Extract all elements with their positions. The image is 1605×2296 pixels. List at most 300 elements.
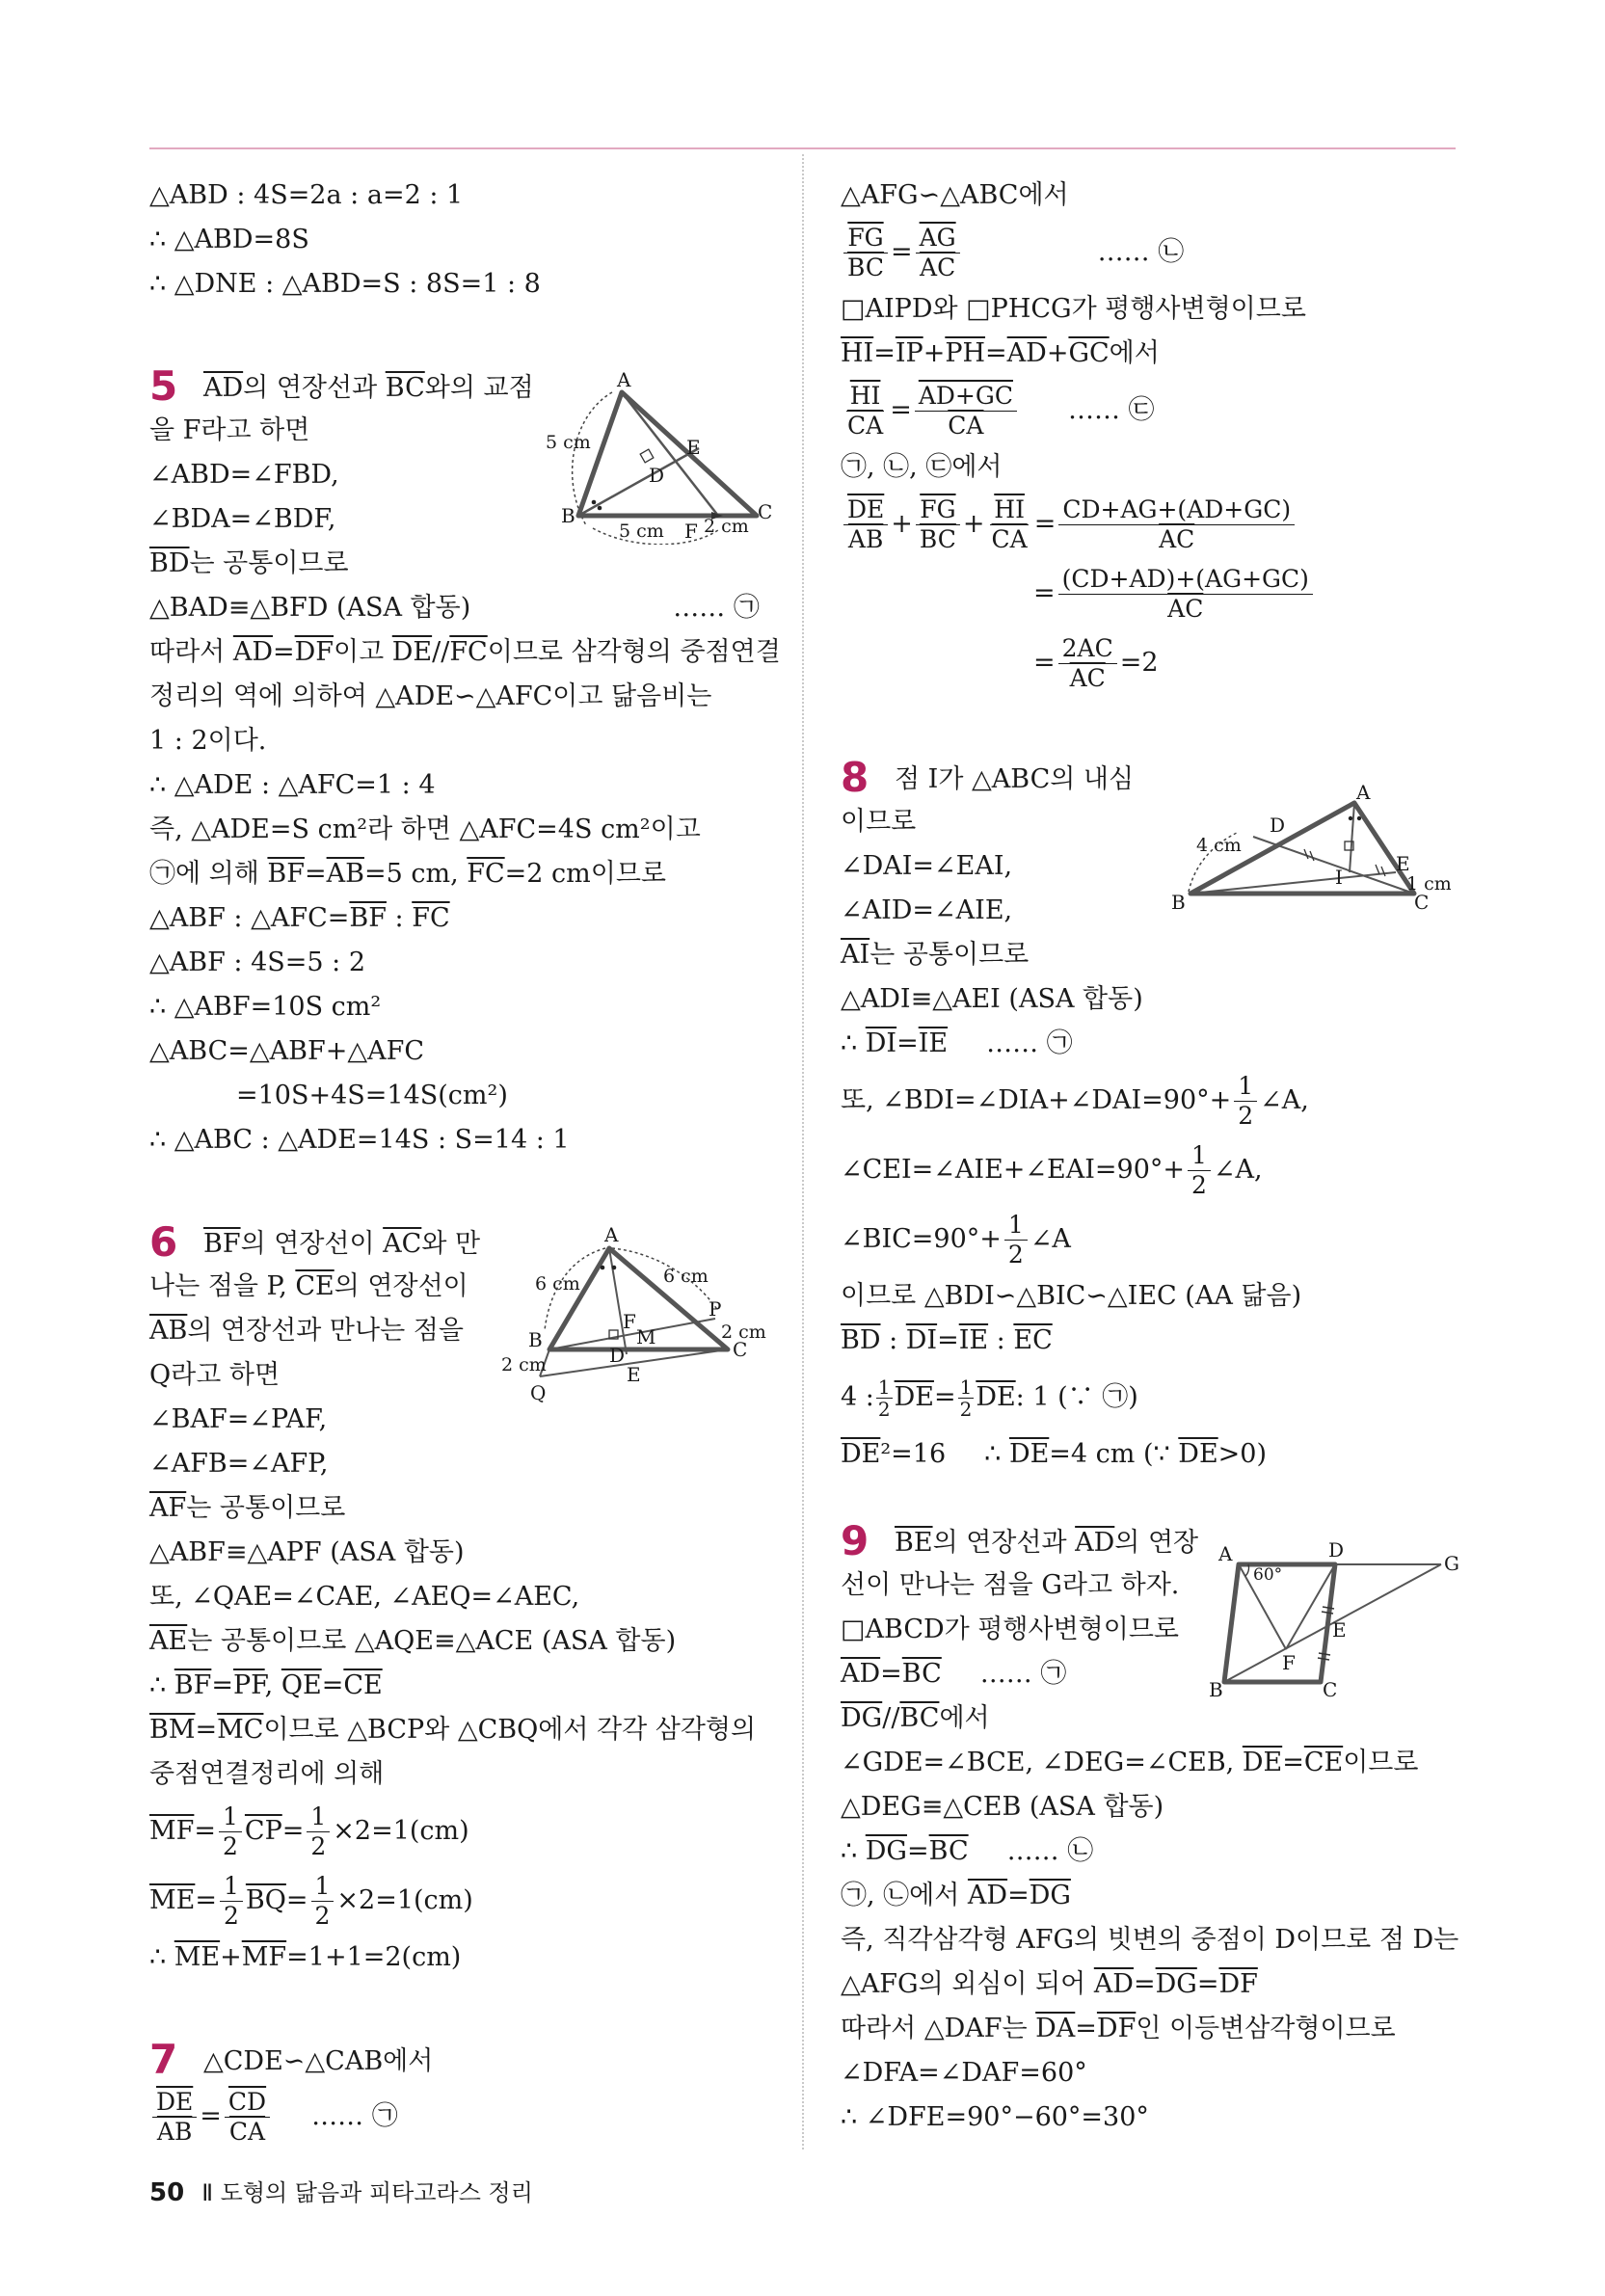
segment: $\overline{FC}$ [449,637,488,667]
equation-mark: …… ㉡ [1097,237,1185,267]
text-line: =10S+4S=14S(cm²) [236,1081,508,1110]
segment: $\overline{CE}$ [1303,1748,1344,1777]
segment: $\overline{FC}$ [412,903,450,933]
segment: $\overline{DF}$ [1218,1969,1258,1999]
segment: $\overline{IE}$ [958,1325,989,1355]
equation-mark: …… ㉠ [673,593,760,623]
text: ∠A [1030,1224,1071,1254]
page-footer [149,2174,533,2207]
segment: $\overline{DE}$ [841,1439,881,1469]
text: : [386,903,413,933]
text: ∴ [841,1836,866,1866]
label-ab: 5 cm [546,432,591,453]
figure-problem-8 [1162,776,1451,924]
text-line [149,1486,766,1531]
text-line [841,1432,1458,1477]
segment: $\overline{BC}$ [385,373,425,403]
denominator: 2 [223,1831,238,1860]
segment: $\overline{AD}$ [841,1659,881,1689]
segment: $\overline{AE}$ [149,1626,188,1656]
numerator: 1 [959,1375,973,1399]
fraction [1058,634,1117,693]
text-line [841,1962,1458,2007]
text: 또, ∠BDI=∠DIA+∠DAI=90°+ [841,1085,1232,1115]
segment: $\overline{DG}$ [865,1836,907,1866]
text-line: 1 : 2이다. [149,726,267,756]
fraction [1188,1141,1211,1200]
label-P: P [709,1297,722,1321]
text-line: ∠DFA=∠DAF=60° [841,2058,1087,2088]
segment: $\overline{DF}$ [1096,2014,1137,2043]
text-line: ∠AFB=∠AFP, [149,1449,329,1479]
segment: $\overline{PF}$ [232,1670,265,1700]
text: 의 연장선이 [334,1271,468,1301]
segment: $\overline{BD}$ [841,1325,881,1355]
text: = [194,1816,217,1846]
fraction [843,495,888,554]
segment: $\overline{AD}$ [203,373,244,403]
text: = [1033,509,1057,539]
fraction [843,224,888,282]
segment: $\overline{CE}$ [295,1271,334,1301]
text-line [149,1664,766,1708]
denominator: CA [991,524,1028,553]
label-F: F [684,520,698,543]
label-E: E [1396,852,1410,875]
text-line [841,1874,1458,1918]
label-M: M [636,1325,656,1348]
text: : [988,1325,1014,1355]
text: ∠A, [1213,1155,1263,1185]
denominator: AC [920,253,956,281]
math-line [841,1205,1458,1274]
label-Q: Q [530,1381,547,1404]
segment: $\overline{DG}$ [1029,1881,1071,1910]
segment: $\overline{CP}$ [244,1816,282,1846]
text-line [841,2007,1458,2051]
text: ×2=1(cm) [333,1816,469,1846]
segment: $\overline{PH}$ [945,338,986,368]
text-line [149,586,766,630]
text-line: 즉, 직각삼각형 AFG의 빗변의 중점이 D이므로 점 D는 [841,1925,1459,1955]
segment: $\overline{AD}$ [1006,338,1047,368]
text: 4 : [841,1382,874,1412]
label-C: C [1323,1678,1338,1701]
equation-mark: …… ㉢ [1067,395,1155,425]
text: = [285,1885,308,1915]
text: + [1046,338,1069,368]
math-line [841,218,1458,287]
equation-mark: …… ㉡ [1006,1836,1094,1866]
text: =2 [1119,648,1159,678]
text-line [149,1936,766,1980]
text-line: △ADI≡△AEI (ASA 합동) [841,984,1143,1014]
numerator: (CD+AD)+(AG+GC) [1058,565,1313,595]
denominator: BC [919,524,956,553]
numerator: 1 [1188,1141,1211,1171]
text-line: 또, ∠QAE=∠CAE, ∠AEQ=∠AEC, [149,1582,580,1612]
text: = [880,1659,902,1689]
label-bq: 2 cm [501,1354,547,1375]
text-line [841,1741,1458,1785]
label-F: F [1282,1651,1296,1674]
text: ㉠에 의해 [149,859,268,889]
denominator: AC [1159,524,1195,553]
text: ∴ [149,1942,174,1972]
fraction [916,224,960,282]
segment: $\overline{MC}$ [217,1715,264,1745]
text: ∴ [149,1670,174,1700]
text: + [923,338,946,368]
label-fc: 2 cm [704,516,749,537]
segment: $\overline{BD}$ [149,548,190,578]
text: ²=16 [880,1439,947,1469]
text-line [841,933,1458,977]
segment: $\overline{AB}$ [149,1316,188,1346]
segment: $\overline{DE}$ [1178,1439,1218,1469]
math-line [841,1066,1458,1135]
segment: $\overline{AC}$ [383,1229,422,1259]
fraction [916,495,960,554]
page-number: 50 [149,2178,185,2207]
fraction [225,2088,270,2147]
label-C: C [1414,891,1430,914]
segment: $\overline{DG}$ [841,1703,883,1733]
label-ab: 6 cm [535,1273,580,1295]
fraction [876,1376,893,1420]
text: 에서 [939,1703,990,1733]
label-E: E [686,436,701,459]
segment: $\overline{HI}$ [841,338,874,368]
text: = [1133,1969,1156,1999]
numerator: 1 [1234,1072,1257,1102]
label-B: B [561,504,575,527]
text-line: ∠AID=∠AIE, [841,895,1013,925]
text: △AFG의 외심이 되어 [841,1969,1094,1999]
denominator: BC [847,253,884,281]
label-B: B [528,1328,543,1351]
text: 는 공통이므로 [186,1493,346,1523]
denominator: AB [847,524,884,553]
numerator: 1 [219,1802,242,1832]
text: = [195,1715,218,1745]
text-line [149,852,766,896]
text-line: ∠DAI=∠EAI, [841,851,1013,881]
segment: $\overline{BQ}$ [245,1885,286,1915]
text-line: □ABCD가 평행사변형이므로 [841,1615,1179,1644]
text: 이므로 [1343,1748,1419,1777]
segment: $\overline{EC}$ [1013,1325,1053,1355]
math-line [149,1797,766,1866]
fraction [152,2088,197,2147]
segment: $\overline{ME}$ [149,1885,196,1915]
text: = [211,1670,233,1700]
label-C: C [733,1338,748,1361]
text-line: ∴ △ABF=10S cm² [149,992,382,1022]
segment: $\overline{GC}$ [1068,338,1110,368]
text: 의 연장선과 만나는 점을 [187,1316,464,1346]
text: 는 공통이므로 [869,940,1030,970]
math-line [841,1363,1458,1432]
text: = [1196,1969,1219,1999]
problem-number-6: 6 [149,1218,178,1266]
fraction [1058,565,1313,624]
text-line [841,1022,1458,1066]
text-line: ∴ △DNE : △ABD=S : 8S=1 : 8 [149,269,541,299]
segment: $\overline{DI}$ [865,1028,897,1058]
text-line [149,1708,766,1752]
math-line [841,490,1458,559]
label-A: A [604,1224,619,1246]
label-angle: 60° [1253,1565,1283,1585]
equation-mark: …… ㉠ [979,1659,1067,1689]
text: = [1282,1748,1304,1777]
text: = [890,395,912,425]
chapter-title: Ⅱ 도형의 닮음과 피타고라스 정리 [201,2179,533,2206]
text-line: ∴ △ABD=8S [149,225,309,254]
text-line: ∴ △ADE : △AFC=1 : 4 [149,770,436,800]
numerator: 2AC [1058,634,1117,664]
segment: $\overline{FC}$ [467,859,505,889]
label-pc: 2 cm [721,1322,766,1343]
label-D: D [1270,814,1286,837]
numerator: $\overline{CD}$ [225,2088,270,2118]
denominator: 2 [1238,1101,1254,1130]
text: = [273,637,295,667]
text: >0) [1217,1439,1267,1469]
denominator: 2 [877,1397,891,1421]
text-line: 즉, △ADE=S cm²라 하면 △AFC=4S cm²이고 [149,814,701,844]
text: = [937,1325,959,1355]
numerator: 1 [307,1802,330,1832]
math-line [841,376,1458,445]
text: ∴ [841,1028,866,1058]
math-line [149,1866,766,1936]
label-D: D [649,464,665,487]
text-line: 선이 만나는 점을 G라고 하자. [841,1570,1180,1600]
fraction [220,1872,243,1931]
fraction [958,1376,975,1420]
numerator: 1 [220,1872,243,1902]
text: = [1075,2014,1097,2043]
text: 와 만 [421,1229,481,1259]
denominator: 2 [1191,1170,1207,1199]
label-bf: 5 cm [619,521,664,542]
segment: $\overline{DE}$ [894,1382,934,1412]
problem-number-7: 7 [149,2036,178,2083]
fraction [1004,1211,1028,1269]
text: 의 연장 [1114,1528,1199,1558]
text-line: △AFG∽△ABC에서 [841,180,1069,210]
segment: $\overline{DA}$ [1035,2014,1076,2043]
text: : [880,1325,906,1355]
denominator: 2 [1007,1240,1024,1268]
text: 의 연장선이 [240,1229,384,1259]
segment: $\overline{IE}$ [918,1028,949,1058]
label-E: E [627,1363,641,1386]
text: 이므로 △BCP와 △CBQ에서 각각 삼각형의 [263,1715,757,1745]
text: 는 공통이므로 [189,548,349,578]
numerator: 1 [877,1375,891,1399]
text: ∠GDE=∠BCE, ∠DEG=∠CEB, [841,1748,1243,1777]
text: =2 cm이므로 [504,859,667,889]
segment: $\overline{BF}$ [267,859,305,889]
text-line: △ABC=△ABF+△AFC [149,1036,425,1066]
text-line: △ABF≡△APF (ASA 합동) [149,1537,465,1567]
text-line: ∠BDA=∠BDF, [149,504,336,534]
text-line: 이므로 △BDI∽△BIC∽△IEC (AA 닮음) [841,1281,1302,1311]
math-line [149,2082,766,2151]
text-line: 중점연결정리에 의해 [149,1759,385,1789]
label-B: B [1209,1678,1223,1701]
text: 나는 점을 P, [149,1271,296,1301]
segment: $\overline{DE}$ [976,1382,1016,1412]
text: 의 연장선과 [932,1528,1076,1558]
label-D: D [1328,1538,1345,1562]
text: = [873,338,896,368]
label-D: D [609,1344,626,1367]
text: + [891,509,913,539]
numerator: $\overline{DE}$ [152,2088,197,2118]
text: △BAD≡△BFD (ASA 합동) [149,593,471,623]
text: + [220,1942,242,1972]
fraction [307,1802,330,1861]
segment: $\overline{AD}$ [232,637,273,667]
segment: $\overline{IP}$ [895,338,923,368]
segment: $\overline{BC}$ [928,1836,969,1866]
text: ∠BIC=90°+ [841,1224,1002,1254]
numerator: $\overline{HI}$ [846,382,885,412]
fraction [1234,1072,1257,1131]
figure-problem-9 [1205,1537,1465,1715]
denominator: 2 [959,1397,973,1421]
text: = [321,1670,344,1700]
text: 따라서 [149,637,233,667]
figure-problem-5 [540,371,771,548]
fraction [1058,495,1295,554]
text-line: □AIPD와 □PHCG가 평행사변형이므로 [841,294,1306,324]
segment: $\overline{CE}$ [343,1670,383,1700]
text: = [933,1382,956,1412]
text: 의 연장선과 [243,373,386,403]
text-line: ∠ABD=∠FBD, [149,460,339,490]
text-line: △DEG≡△CEB (ASA 합동) [841,1792,1164,1822]
text-line: 이므로 [841,807,917,837]
numerator: 1 [1004,1211,1028,1241]
text: : 1 (∵ ㉠) [1015,1382,1138,1412]
numerator: 1 [311,1872,334,1902]
fraction [988,495,1031,554]
numerator: CD+AG+(AD+GC) [1058,495,1295,525]
text-line: 정리의 역에 의하여 △ADE∽△AFC이고 닮음비는 [149,681,712,711]
label-bd: 4 cm [1196,835,1242,856]
right-column [841,174,1458,2140]
fraction [915,382,1017,441]
numerator: $\overline{DE}$ [843,495,888,525]
segment: $\overline{MF}$ [241,1942,287,1972]
text: = [1007,1881,1030,1910]
segment: $\overline{ME}$ [174,1942,221,1972]
text: = [1033,578,1056,608]
text: 와의 교점 [424,373,534,403]
text: // [882,1703,900,1733]
text: ×2=1(cm) [336,1885,473,1915]
denominator: 2 [314,1901,331,1930]
text: 에서 [1109,338,1160,368]
text: = [305,859,327,889]
text: 이고 [334,637,392,667]
text-line: ∴ ∠DFE=90°−60°=30° [841,2102,1149,2132]
text: 따라서 △DAF는 [841,2014,1036,2043]
text: ∠CEI=∠AIE+∠EAI=90°+ [841,1155,1185,1185]
label-ec: 1 cm [1406,873,1451,894]
fraction [219,1802,242,1861]
text: △CDE∽△CAB에서 [203,2046,434,2076]
label-B: B [1171,891,1186,914]
text: 는 공통이므로 △AQE≡△ACE (ASA 합동) [187,1626,677,1656]
numerator: $\overline{FG}$ [843,224,887,254]
denominator: CA [228,2117,266,2146]
denominator: CA [847,411,884,440]
text-line: 을 F라고 하면 [149,415,310,445]
text-line [149,1619,766,1664]
problem-7-line [149,2038,766,2082]
text: = [896,1028,919,1058]
top-rule [149,147,1456,149]
text: ∠A, [1260,1085,1309,1115]
label-C: C [758,500,771,523]
segment: $\overline{DI}$ [905,1325,938,1355]
segment: $\overline{AD}$ [1075,1528,1115,1558]
label-I: I [1335,866,1343,889]
text-line: ∴ △ABC : △ADE=14S : S=14 : 1 [149,1125,570,1155]
segment: $\overline{BF}$ [174,1670,212,1700]
segment: $\overline{DE}$ [1008,1439,1050,1469]
text: =5 cm, [363,859,468,889]
denominator: CA [948,411,984,440]
segment: $\overline{DG}$ [1155,1969,1197,1999]
denominator: 2 [223,1901,239,1930]
text-line: ㉠, ㉡, ㉢에서 [841,452,1003,482]
column-divider [802,154,804,2149]
text-line [149,630,781,675]
denominator: 2 [310,1831,327,1860]
fraction [311,1872,334,1931]
text: + [962,509,985,539]
text: 이므로 삼각형의 중점연결 [487,637,781,667]
text: = [985,338,1007,368]
text-line: △ABF : 4S=5 : 2 [149,948,366,977]
segment: $\overline{BF}$ [203,1229,241,1259]
segment: $\overline{BC}$ [899,1703,940,1733]
segment: $\overline{AD}$ [1093,1969,1134,1999]
denominator: AC [1167,594,1204,623]
label-A: A [617,371,631,391]
text-line [841,1319,1458,1363]
text: ∴ [984,1439,1009,1469]
math-line [841,1135,1458,1205]
problem-number-9: 9 [841,1517,869,1564]
label-ap: 6 cm [663,1266,709,1287]
segment: $\overline{DE}$ [391,637,433,667]
segment: $\overline{BE}$ [895,1528,933,1558]
text: = [890,237,913,267]
segment: $\overline{AI}$ [841,940,870,970]
text: 점 I가 △ABC의 내심 [895,764,1135,794]
text-line: ∠BAF=∠PAF, [149,1404,328,1434]
text: , [264,1670,281,1700]
segment: $\overline{QE}$ [281,1670,322,1700]
